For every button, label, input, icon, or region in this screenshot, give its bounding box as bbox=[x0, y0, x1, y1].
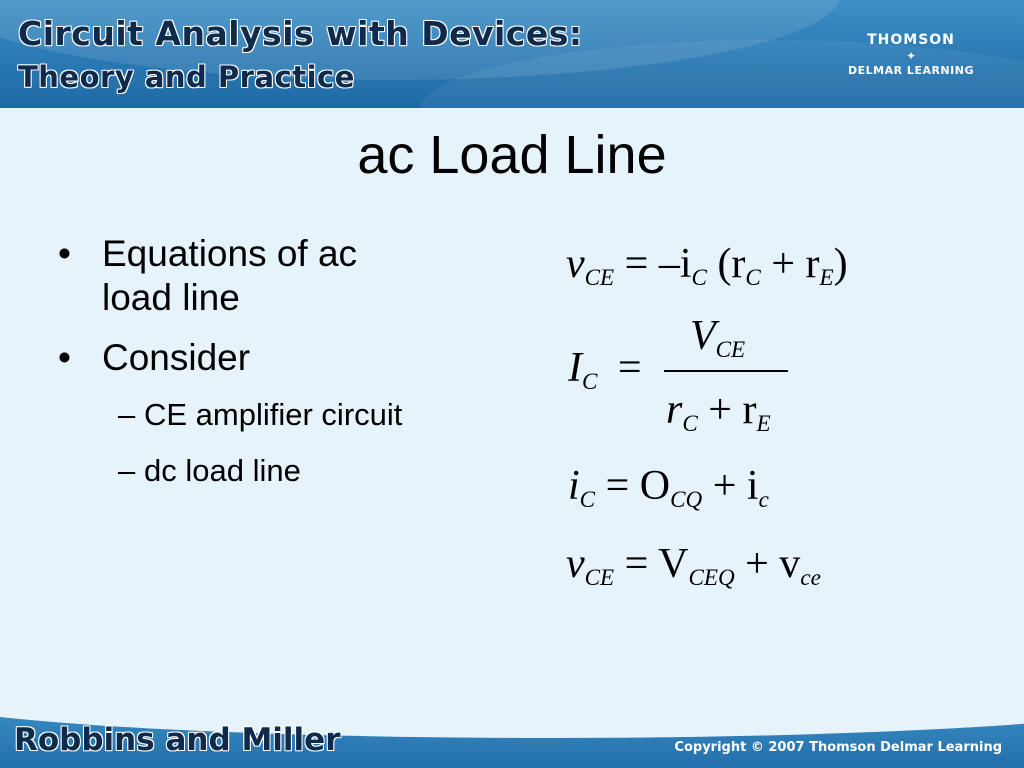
dash-icon: – bbox=[118, 453, 136, 488]
copyright-notice: Copyright © 2007 Thomson Delmar Learning bbox=[674, 740, 1002, 755]
equation-ic-lhs bbox=[568, 344, 652, 395]
eq2-den-plus: + r bbox=[708, 387, 757, 433]
slide-title: ac Load Line bbox=[357, 125, 667, 185]
eq1-rhs-sub: C bbox=[691, 264, 707, 291]
eq2-lhs-sub: C bbox=[582, 368, 598, 395]
star-icon: ✦ bbox=[905, 49, 917, 63]
eq1-lhs: v bbox=[566, 241, 585, 287]
authors: Robbins and Miller bbox=[14, 722, 341, 758]
equation-ac-load-line bbox=[566, 240, 848, 291]
equation-ic-numerator bbox=[690, 312, 745, 363]
publisher-imprint: DELMAR LEARNING bbox=[848, 64, 974, 77]
eq3-lhs: i bbox=[568, 463, 580, 509]
bullet-icon: • bbox=[58, 337, 71, 378]
equation-vce-total bbox=[566, 540, 821, 591]
eq4-lhs: v bbox=[566, 541, 585, 587]
eq3-plus: + i bbox=[712, 463, 759, 509]
eq3-t1-sub: CQ bbox=[670, 486, 703, 513]
eq1-close: ) bbox=[833, 241, 848, 287]
eq1-r2-sub: E bbox=[819, 264, 834, 291]
eq4-eq: = V bbox=[624, 541, 689, 587]
bullet-item bbox=[58, 232, 498, 320]
eq1-r1-sub: C bbox=[745, 264, 761, 291]
eq2-den1-sub: C bbox=[682, 410, 698, 437]
eq4-lhs-sub: CE bbox=[584, 564, 615, 591]
sub-bullet-text: dc load line bbox=[144, 453, 301, 488]
equation-ic-denominator bbox=[666, 386, 771, 437]
eq2-equals: = bbox=[617, 345, 642, 391]
eq1-rhs: = –i bbox=[624, 241, 692, 287]
eq2-num: V bbox=[690, 313, 716, 359]
book-title-line-2: Theory and Practice bbox=[18, 60, 355, 94]
eq4-t1-sub: CEQ bbox=[688, 564, 735, 591]
eq3-t2-sub: c bbox=[758, 486, 769, 513]
eq4-plus: + v bbox=[745, 541, 801, 587]
bullet-icon: • bbox=[58, 233, 71, 274]
sub-bullet-item bbox=[58, 452, 498, 490]
eq1-lhs-sub: CE bbox=[584, 264, 615, 291]
equation-ic-total bbox=[568, 462, 769, 513]
bullet-text: Consider bbox=[102, 337, 251, 378]
bullet-list bbox=[58, 232, 498, 508]
sub-bullet-text: CE amplifier circuit bbox=[144, 397, 403, 432]
bullet-item bbox=[58, 336, 498, 380]
sub-bullet-item bbox=[58, 396, 498, 434]
dash-icon: – bbox=[118, 397, 136, 432]
publisher-name: THOMSON bbox=[867, 32, 955, 48]
fraction-bar bbox=[664, 370, 788, 372]
header-band bbox=[0, 0, 1024, 108]
eq2-den2-sub: E bbox=[756, 410, 771, 437]
book-title-line-1: Circuit Analysis with Devices: bbox=[18, 14, 583, 53]
eq3-lhs-sub: C bbox=[579, 486, 596, 513]
eq1-plus: + r bbox=[771, 241, 820, 287]
eq1-paren: (r bbox=[717, 241, 746, 287]
eq3-eq: = O bbox=[605, 463, 671, 509]
eq2-lhs: I bbox=[568, 345, 582, 391]
eq2-den1: r bbox=[666, 387, 683, 433]
eq4-t2-sub: ce bbox=[800, 564, 821, 591]
publisher-logo bbox=[836, 32, 986, 77]
eq2-num-sub: CE bbox=[715, 336, 746, 363]
bullet-text-line-2: load line bbox=[102, 277, 240, 318]
bullet-text-line-1: Equations of ac bbox=[102, 233, 358, 274]
